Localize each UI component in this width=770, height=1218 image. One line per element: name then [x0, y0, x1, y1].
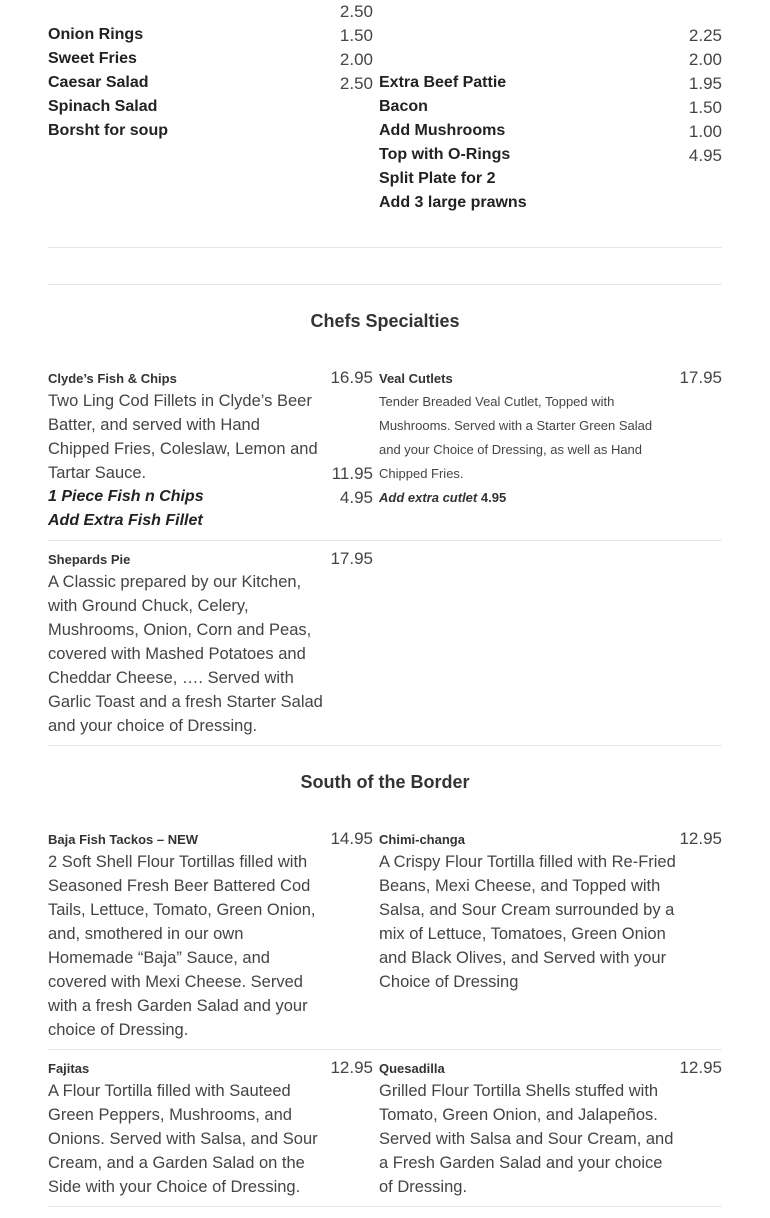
- side-item-name: Top with O-Rings: [379, 146, 511, 163]
- side-price: 2.00: [688, 50, 722, 69]
- item-price-fajitas: 12.95: [330, 1058, 373, 1077]
- option-extra-fish-fillet: Add Extra Fish Fillet: [48, 512, 203, 529]
- item-name-fish-chips: Clyde’s Fish & Chips: [48, 371, 177, 386]
- item-desc-fajitas: A Flour Tortilla filled with Sauteed Green Peppers, Mushrooms, and Onions. Served with Salsa, and Sour Cream, and a Garden Salad on the Side with your Choice of Dressing.: [48, 1082, 318, 1196]
- option-price-extra-fillet: 4.95: [339, 488, 373, 507]
- divider: [48, 540, 722, 541]
- side-item-name: Bacon: [379, 98, 428, 115]
- item-name-baja-fish-tackos: Baja Fish Tackos – NEW: [48, 832, 199, 847]
- item-name-shepards-pie: Shepards Pie: [48, 552, 131, 567]
- section-title-south-of-the-border: South of the Border: [300, 772, 470, 792]
- item-desc-baja-fish-tackos: 2 Soft Shell Flour Tortillas filled with Seasoned Fresh Beer Battered Cod Tails, Lettuce, Tomato, Green Onion, and, smothered in our own Homemade “Baja” Sauce, and covered with Mexi Cheese. Served with a fresh Garden Salad and your choice of Dressing.: [48, 853, 316, 1039]
- side-price: 4.95: [688, 146, 722, 165]
- side-price: 2.00: [339, 50, 373, 69]
- side-item-name: Sweet Fries: [48, 50, 137, 67]
- side-price: 1.00: [688, 122, 722, 141]
- option-1-piece-fish: 1 Piece Fish n Chips: [48, 488, 204, 505]
- side-price: 2.25: [688, 26, 722, 45]
- divider: [48, 284, 722, 285]
- item-desc-quesadilla: Grilled Flour Tortilla Shells stuffed with Tomato, Green Onion, and Jalapeños. Served with Salsa and Sour Cream, and a Fresh Garden Salad and your choice of Dressing.: [379, 1082, 674, 1196]
- item-name-fajitas: Fajitas: [48, 1061, 90, 1076]
- item-price-baja-fish-tackos: 14.95: [330, 829, 373, 848]
- side-item-name: Spinach Salad: [48, 98, 158, 115]
- item-desc-veal-cutlets: Tender Breaded Veal Cutlet, Topped with Mushrooms. Served with a Starter Green Salad and your Choice of Dressing, as well as Hand Chipped Fries.: [379, 394, 653, 481]
- side-price: 1.50: [688, 98, 722, 117]
- item-desc-fish-chips: Two Ling Cod Fillets in Clyde’s Beer Batter, and served with Hand Chipped Fries, Coleslaw, Lemon and Tartar Sauce.: [48, 392, 318, 482]
- side-price: 2.50: [339, 2, 373, 21]
- item-price-veal-cutlets: 17.95: [679, 368, 722, 387]
- side-item-name: Caesar Salad: [48, 74, 149, 91]
- side-item-name: Extra Beef Pattie: [379, 74, 507, 91]
- item-name-quesadilla: Quesadilla: [379, 1061, 445, 1076]
- item-name-chimi-changa: Chimi-changa: [379, 832, 465, 847]
- item-desc-chimi-changa: A Crispy Flour Tortilla filled with Re-Fried Beans, Mexi Cheese, and Topped with Salsa, and Sour Cream surrounded by a mix of Lettuce, Tomatoes, Green Onion and Black Olives, and Served with your Choice of Dressing: [379, 853, 676, 991]
- item-price-quesadilla: 12.95: [679, 1058, 722, 1077]
- side-price: 1.95: [688, 74, 722, 93]
- side-item-name: Borsht for soup: [48, 122, 168, 139]
- divider: [48, 1049, 722, 1050]
- section-title-chefs-specialties: Chefs Specialties: [310, 311, 460, 331]
- item-price-chimi-changa: 12.95: [679, 829, 722, 848]
- side-item-name: Add 3 large prawns: [379, 194, 527, 211]
- divider: [48, 1206, 722, 1207]
- option-extra-cutlet-price: 4.95: [480, 490, 507, 505]
- option-extra-cutlet-label: Add extra cutlet: [379, 490, 478, 505]
- side-item-name: Split Plate for 2: [379, 170, 496, 187]
- side-item-name: Onion Rings: [48, 26, 144, 43]
- divider: [48, 745, 722, 746]
- item-desc-shepards-pie: A Classic prepared by our Kitchen, with Ground Chuck, Celery, Mushrooms, Onion, Corn and Peas, covered with Mashed Potatoes and Cheddar Cheese, …. Served with Garlic Toast and a fresh Starter Salad and your choice of Dressing.: [48, 573, 323, 735]
- side-item-name: Add Mushrooms: [379, 122, 506, 139]
- item-price-shepards-pie: 17.95: [330, 549, 373, 568]
- item-name-veal-cutlets: Veal Cutlets: [379, 371, 453, 386]
- divider: [48, 247, 722, 248]
- option-extra-cutlet: [379, 490, 506, 505]
- side-price: 1.50: [339, 26, 373, 45]
- side-price: 2.50: [339, 74, 373, 93]
- option-price-1-piece: 11.95: [331, 464, 373, 483]
- item-price-fish-chips: 16.95: [330, 368, 373, 387]
